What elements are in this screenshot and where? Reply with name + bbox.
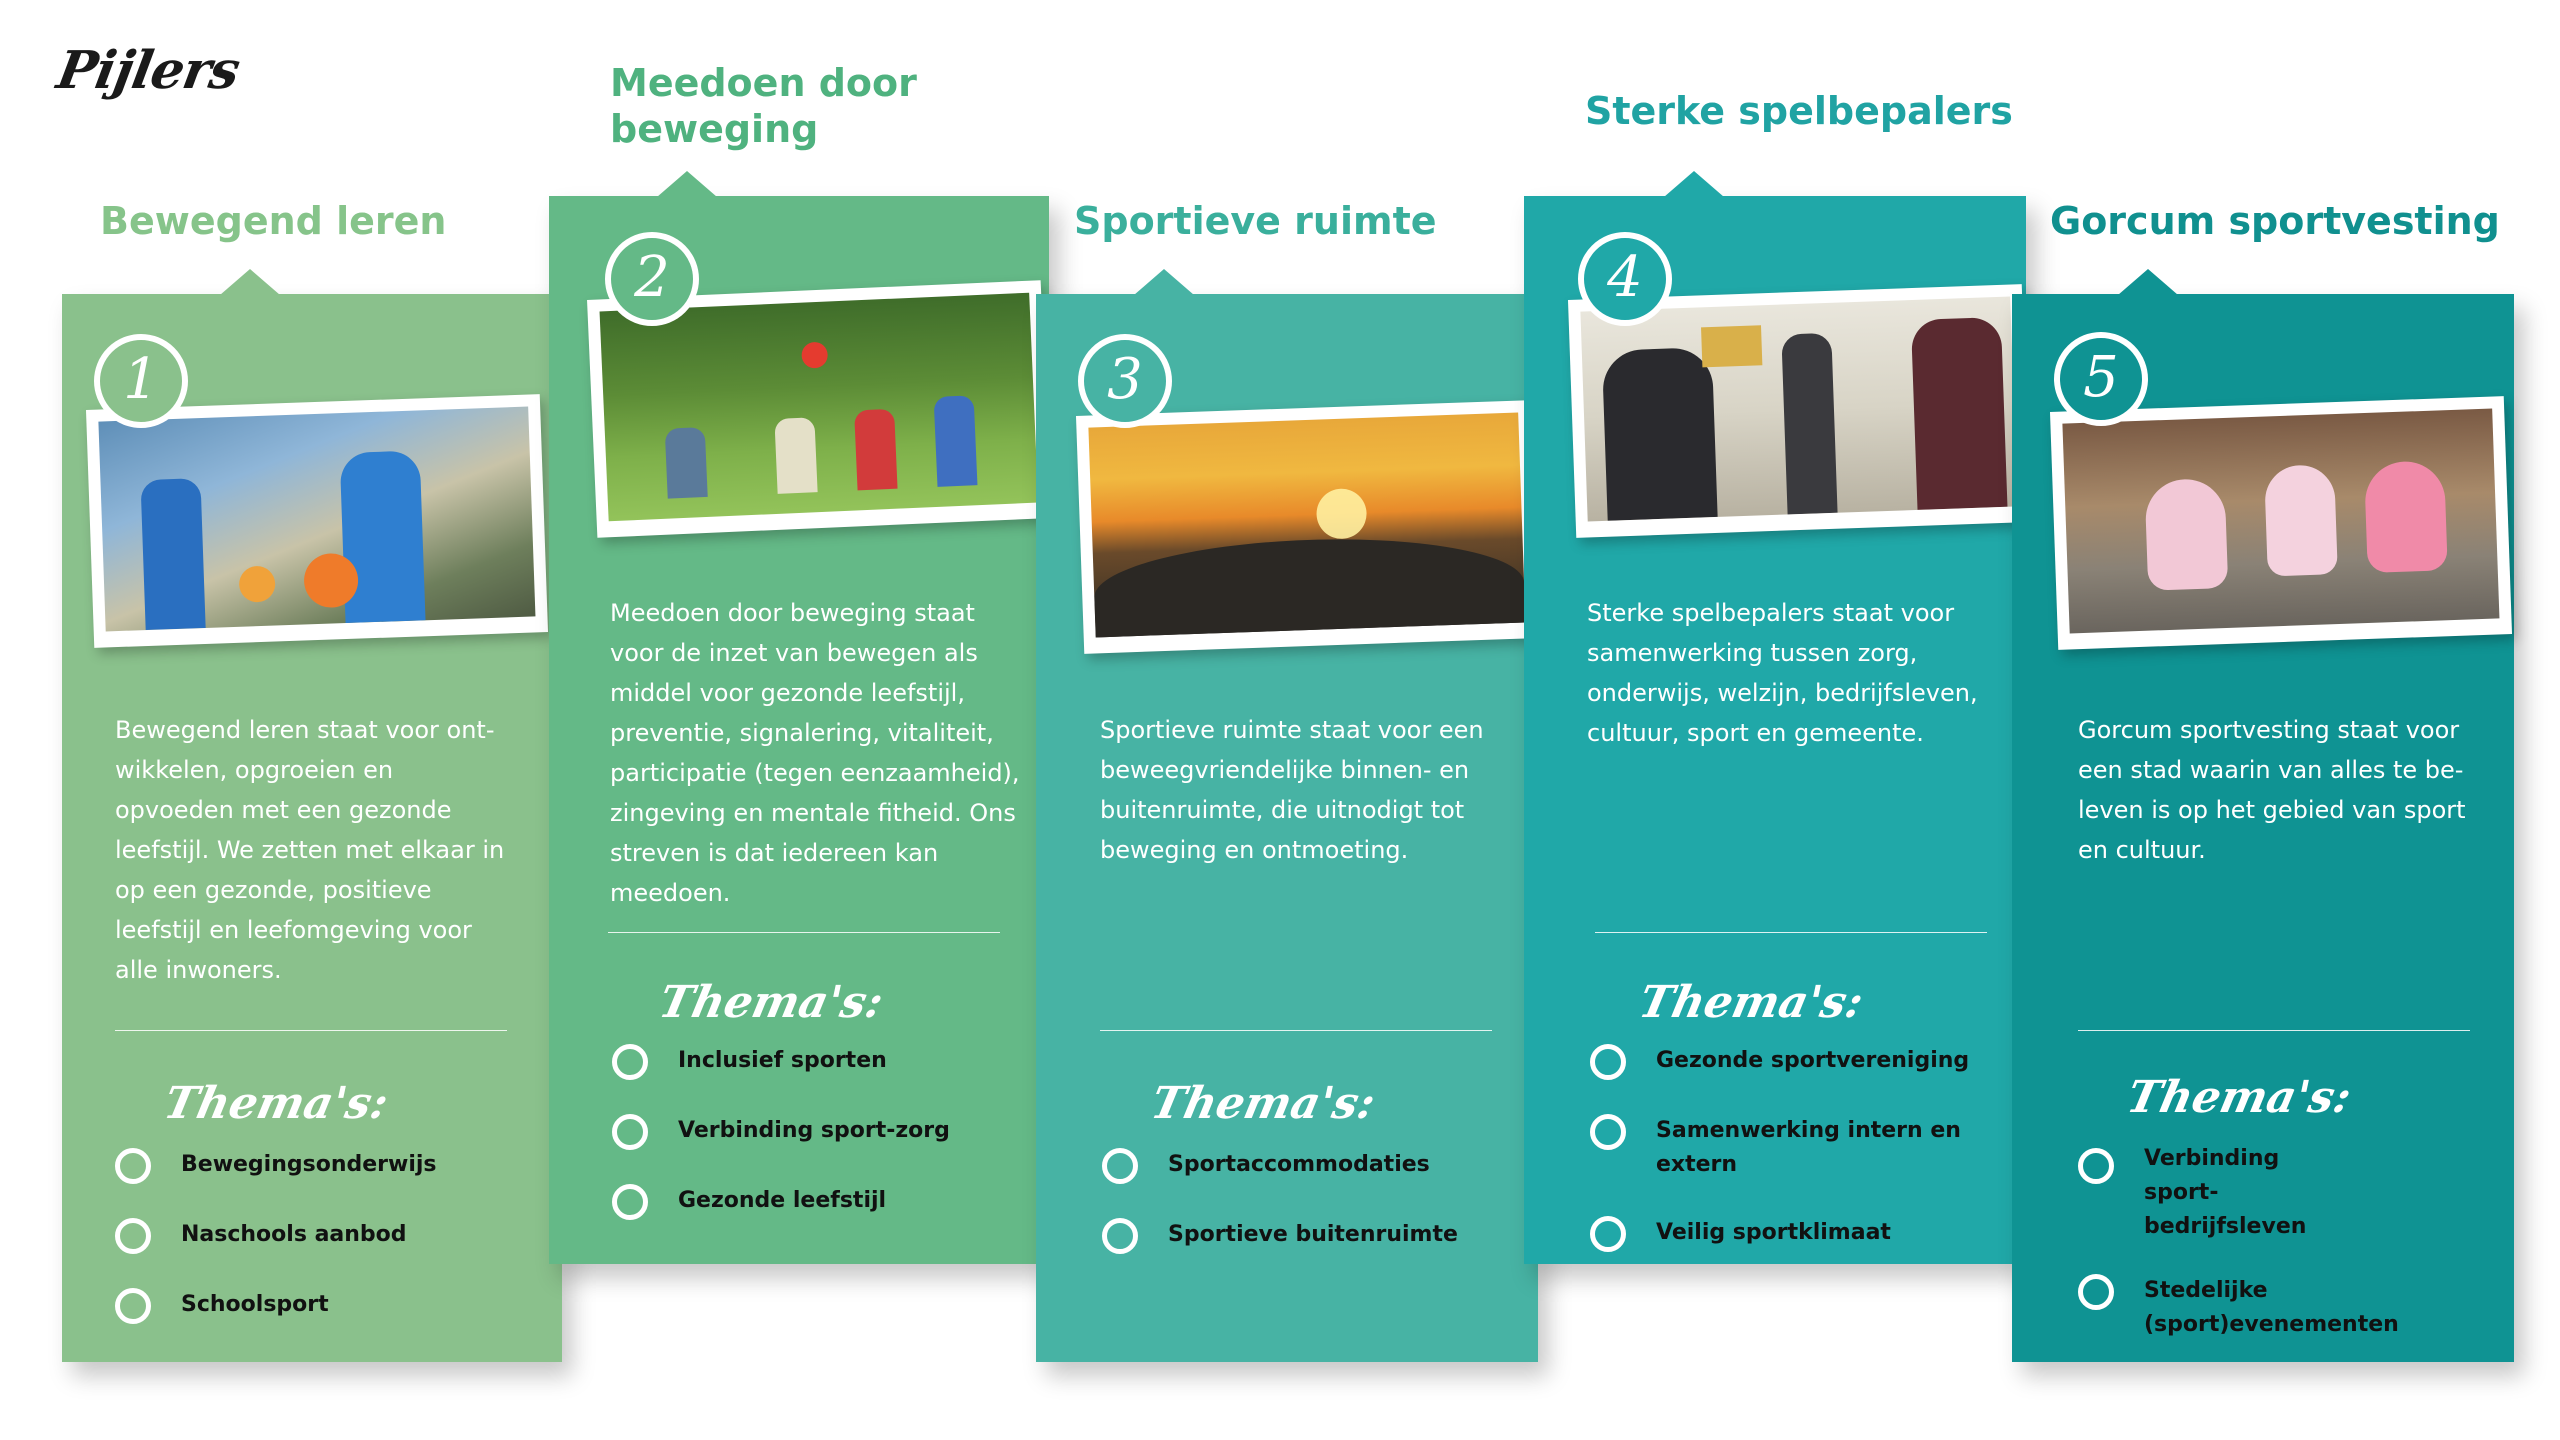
theme-item: Bewegingsonderwijs: [115, 1148, 535, 1184]
theme-item: Samenwerking intern en extern: [1590, 1114, 2010, 1182]
circle-bullet-icon: [1590, 1114, 1626, 1150]
divider-1: [115, 1030, 507, 1031]
themes-heading-1: Thema's:: [159, 1078, 393, 1129]
pillar-photo-1: [86, 394, 548, 648]
pillar-description-5: Gorcum sportvesting staat voor een stad waarin van alles te be-leven is op het gebied van sport en cultuur.: [2078, 716, 2466, 864]
circle-bullet-icon: [115, 1218, 151, 1254]
themes-list-5: [2078, 1142, 2478, 1376]
pillar-title-2: Meedoen door beweging: [610, 61, 917, 151]
circle-bullet-icon: [1102, 1148, 1138, 1184]
circle-bullet-icon: [115, 1288, 151, 1324]
circle-bullet-icon: [612, 1184, 648, 1220]
pillar-number-3: 3: [1078, 334, 1172, 428]
divider-4: [1595, 932, 1987, 933]
divider-2: [608, 932, 1000, 933]
themes-list-2: [612, 1044, 1032, 1254]
themes-heading-4: Thema's:: [1634, 977, 1868, 1028]
theme-item: Sportaccommodaties: [1102, 1148, 1522, 1184]
pillar-number-1: 1: [94, 334, 188, 428]
circle-bullet-icon: [1590, 1044, 1626, 1080]
pillar-description-3: Sportieve ruimte staat voor een beweegvriendelijke binnen- en buitenruimte, die uitnodigt tot beweging en ontmoeting.: [1100, 716, 1484, 864]
theme-item: Gezonde leefstijl: [612, 1184, 1032, 1220]
pillar-number-5: 5: [2054, 332, 2148, 426]
circle-bullet-icon: [1102, 1218, 1138, 1254]
circle-bullet-icon: [115, 1148, 151, 1184]
pillar-number-2: 2: [605, 232, 699, 326]
themes-list-1: [115, 1148, 535, 1358]
theme-item: Stedelijke (sport)evenementen: [2078, 1274, 2478, 1342]
circle-bullet-icon: [1590, 1216, 1626, 1252]
theme-item: Veilig sportklimaat: [1590, 1216, 2010, 1252]
pillar-description-4: Sterke spelbepalers staat voor samenwerking tussen zorg, onderwijs, welzijn, bedrijfsleven, cultuur, sport en gemeente.: [1587, 599, 1978, 747]
circle-bullet-icon: [612, 1044, 648, 1080]
pillar-description-1: Bewegend leren staat voor ont-wikkelen, opgroeien en opvoeden met een gezonde leefstijl. We zetten met elkaar in op een gezonde, positieve leefstijl en leefomgeving voor alle inwoners.: [115, 716, 505, 984]
pillar-title-1: Bewegend leren: [100, 199, 447, 243]
pillar-photo-3: [1076, 400, 1538, 654]
circle-bullet-icon: [612, 1114, 648, 1150]
theme-item: Inclusief sporten: [612, 1044, 1032, 1080]
themes-heading-2: Thema's:: [654, 977, 888, 1028]
pijlers-logo: Pijlers: [52, 40, 244, 101]
pillar-title-3: Sportieve ruimte: [1074, 199, 1437, 243]
pillar-description-2: Meedoen door beweging staat voor de inzet van bewegen als middel voor gezonde leefstijl, preventie, signalering, vitaliteit, participatie (tegen eenzaamheid), zingeving en mentale fitheid. Ons streven is dat iedereen kan meedoen.: [610, 599, 1020, 907]
theme-item: Gezonde sportvereniging: [1590, 1044, 2010, 1080]
circle-bullet-icon: [2078, 1148, 2114, 1184]
themes-heading-3: Thema's:: [1146, 1078, 1380, 1129]
theme-item: Verbinding sport-zorg: [612, 1114, 1032, 1150]
pillar-title-4: Sterke spelbepalers: [1585, 89, 2013, 133]
divider-3: [1100, 1030, 1492, 1031]
pillar-number-4: 4: [1578, 232, 1672, 326]
circle-bullet-icon: [2078, 1274, 2114, 1310]
themes-heading-5: Thema's:: [2122, 1072, 2356, 1123]
divider-5: [2078, 1030, 2470, 1031]
theme-item: Verbinding sport-bedrijfsleven: [2078, 1142, 2478, 1244]
pillar-photo-5: [2050, 396, 2512, 650]
themes-list-3: [1102, 1148, 1522, 1288]
theme-item: Schoolsport: [115, 1288, 535, 1324]
pillar-title-5: Gorcum sportvesting: [2050, 199, 2500, 243]
themes-list-4: [1590, 1044, 2010, 1286]
theme-item: Naschools aanbod: [115, 1218, 535, 1254]
theme-item: Sportieve buitenruimte: [1102, 1218, 1522, 1254]
